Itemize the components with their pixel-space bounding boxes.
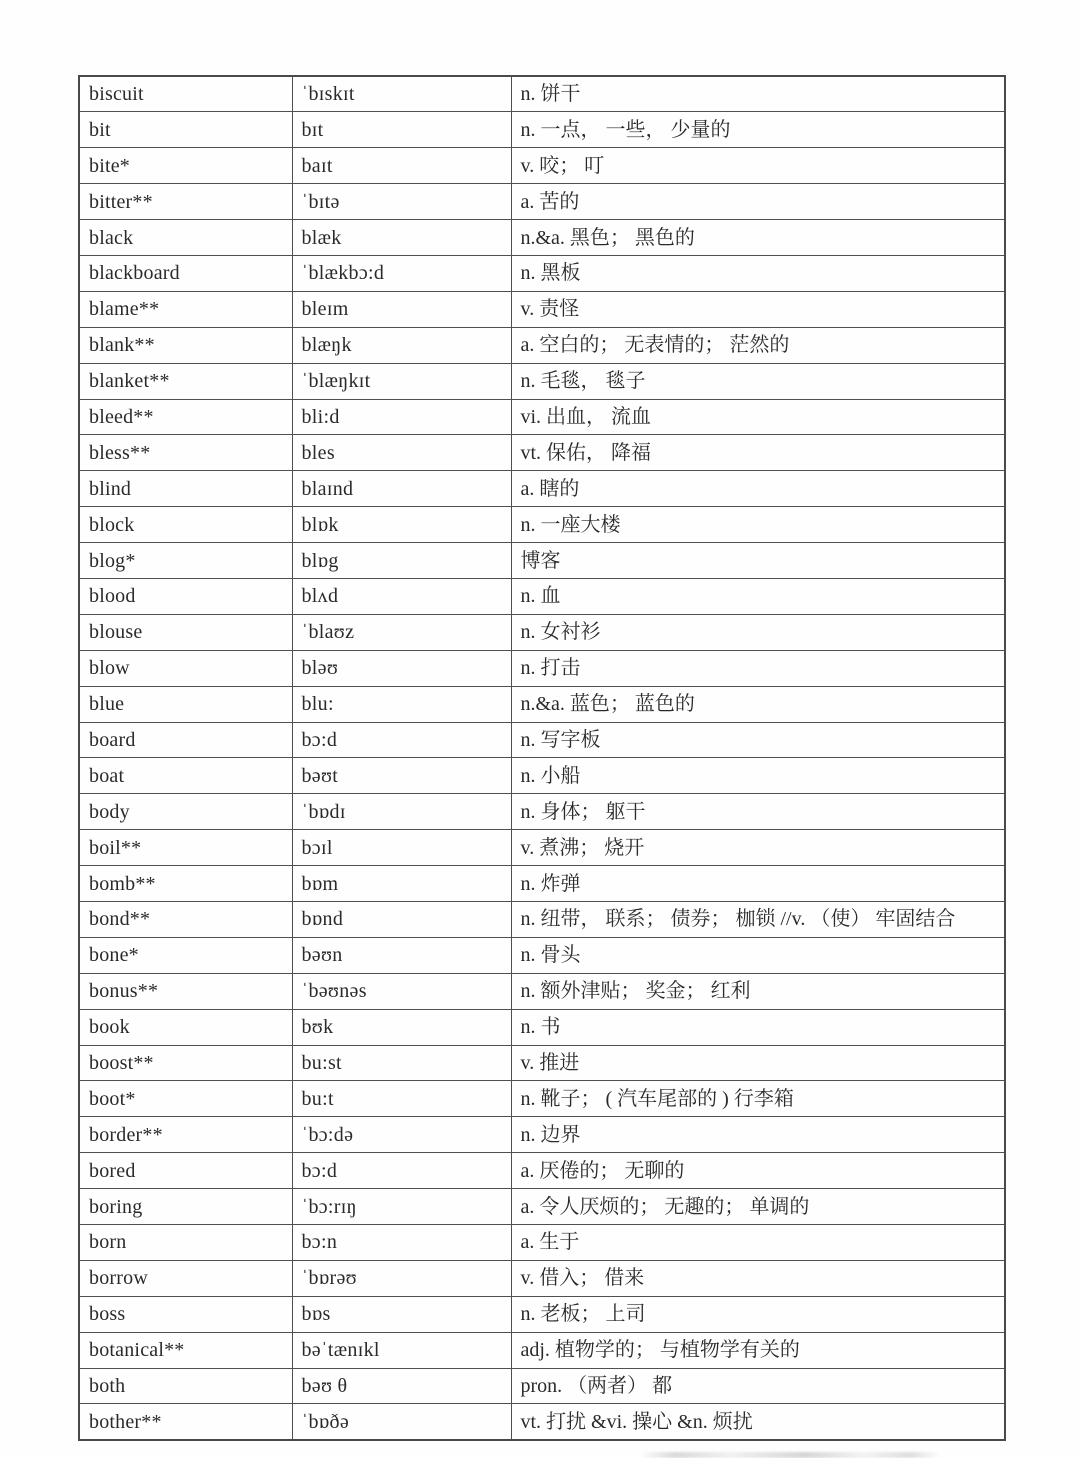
word-cell: bored	[79, 1153, 292, 1189]
word-cell: botanical**	[79, 1332, 292, 1368]
phonetic-cell: bleɪm	[292, 291, 511, 327]
table-row	[79, 1189, 1005, 1225]
table-row	[79, 1081, 1005, 1117]
table-row	[79, 112, 1005, 148]
meaning-cell: n. 身体； 躯干	[511, 794, 1005, 830]
meaning-cell: v. 借入； 借来	[511, 1260, 1005, 1296]
table-row	[79, 1368, 1005, 1404]
word-cell: blanket**	[79, 363, 292, 399]
word-cell: biscuit	[79, 76, 292, 112]
word-cell: bonus**	[79, 973, 292, 1009]
table-row	[79, 327, 1005, 363]
phonetic-cell: ˈbɪskɪt	[292, 76, 511, 112]
phonetic-cell: bəʊn	[292, 937, 511, 973]
word-cell: boil**	[79, 830, 292, 866]
phonetic-cell: bəˈtænɪkl	[292, 1332, 511, 1368]
meaning-cell: n. 纽带， 联系； 债券； 枷锁 //v. （使） 牢固结合	[511, 901, 1005, 937]
table-row	[79, 184, 1005, 220]
phonetic-cell: bɒm	[292, 866, 511, 902]
meaning-cell: n. 打击	[511, 650, 1005, 686]
word-cell: boring	[79, 1189, 292, 1225]
table-row	[79, 1296, 1005, 1332]
table-row	[79, 1260, 1005, 1296]
meaning-cell: n. 小船	[511, 758, 1005, 794]
meaning-cell: n. 骨头	[511, 937, 1005, 973]
meaning-cell: a. 生于	[511, 1225, 1005, 1261]
word-cell: blind	[79, 471, 292, 507]
meaning-cell: n. 血	[511, 578, 1005, 614]
table-row	[79, 76, 1005, 112]
meaning-cell: adj. 植物学的； 与植物学有关的	[511, 1332, 1005, 1368]
phonetic-cell: bu:t	[292, 1081, 511, 1117]
meaning-cell: 博客	[511, 543, 1005, 579]
table-row	[79, 830, 1005, 866]
table-row	[79, 507, 1005, 543]
table-row	[79, 758, 1005, 794]
phonetic-cell: blɒg	[292, 543, 511, 579]
table-row	[79, 1332, 1005, 1368]
word-cell: borrow	[79, 1260, 292, 1296]
table-row	[79, 1225, 1005, 1261]
word-cell: book	[79, 1009, 292, 1045]
word-cell: blood	[79, 578, 292, 614]
meaning-cell: vt. 打扰 &vi. 操心 &n. 烦扰	[511, 1404, 1005, 1440]
meaning-cell: n. 书	[511, 1009, 1005, 1045]
meaning-cell: n. 额外津贴； 奖金； 红利	[511, 973, 1005, 1009]
phonetic-cell: ˈbɔ:rɪŋ	[292, 1189, 511, 1225]
phonetic-cell: bu:st	[292, 1045, 511, 1081]
word-cell: bleed**	[79, 399, 292, 435]
phonetic-cell: ˈbɒdɪ	[292, 794, 511, 830]
word-cell: boat	[79, 758, 292, 794]
word-cell: boost**	[79, 1045, 292, 1081]
phonetic-cell: ˈbɪtə	[292, 184, 511, 220]
table-row	[79, 973, 1005, 1009]
phonetic-cell: ˈbɒðə	[292, 1404, 511, 1440]
phonetic-cell: ˈblækbɔ:d	[292, 255, 511, 291]
meaning-cell: n. 一座大楼	[511, 507, 1005, 543]
word-cell: body	[79, 794, 292, 830]
word-cell: boot*	[79, 1081, 292, 1117]
word-cell: blouse	[79, 614, 292, 650]
meaning-cell: vi. 出血， 流血	[511, 399, 1005, 435]
meaning-cell: v. 咬； 叮	[511, 148, 1005, 184]
word-cell: board	[79, 722, 292, 758]
word-cell: blow	[79, 650, 292, 686]
meaning-cell: n. 炸弹	[511, 866, 1005, 902]
meaning-cell: n. 饼干	[511, 76, 1005, 112]
phonetic-cell: baɪt	[292, 148, 511, 184]
table-row	[79, 291, 1005, 327]
meaning-cell: n. 黑板	[511, 255, 1005, 291]
phonetic-cell: blʌd	[292, 578, 511, 614]
phonetic-cell: ˈbəʊnəs	[292, 973, 511, 1009]
meaning-cell: a. 瞎的	[511, 471, 1005, 507]
word-cell: bless**	[79, 435, 292, 471]
table-row	[79, 1117, 1005, 1153]
phonetic-cell: bləʊ	[292, 650, 511, 686]
word-cell: bitter**	[79, 184, 292, 220]
word-cell: both	[79, 1368, 292, 1404]
phonetic-cell: bɪt	[292, 112, 511, 148]
phonetic-cell: blaɪnd	[292, 471, 511, 507]
phonetic-cell: ˈblæŋkɪt	[292, 363, 511, 399]
table-row	[79, 1009, 1005, 1045]
meaning-cell: n. 边界	[511, 1117, 1005, 1153]
phonetic-cell: bli:d	[292, 399, 511, 435]
phonetic-cell: bɔɪl	[292, 830, 511, 866]
word-cell: blank**	[79, 327, 292, 363]
vocab-table-body	[79, 76, 1005, 1440]
table-row	[79, 614, 1005, 650]
table-row	[79, 686, 1005, 722]
word-cell: born	[79, 1225, 292, 1261]
table-row	[79, 1045, 1005, 1081]
meaning-cell: v. 推进	[511, 1045, 1005, 1081]
phonetic-cell: bɔ:d	[292, 1153, 511, 1189]
vocab-table	[78, 75, 1006, 1441]
word-cell: boss	[79, 1296, 292, 1332]
word-cell: blackboard	[79, 255, 292, 291]
page-bottom-artifact	[640, 1452, 940, 1458]
table-row	[79, 471, 1005, 507]
phonetic-cell: bles	[292, 435, 511, 471]
word-cell: bone*	[79, 937, 292, 973]
word-cell: black	[79, 220, 292, 256]
table-row	[79, 399, 1005, 435]
phonetic-cell: bʊk	[292, 1009, 511, 1045]
table-row	[79, 937, 1005, 973]
phonetic-cell: ˈblaʊz	[292, 614, 511, 650]
table-row	[79, 866, 1005, 902]
word-cell: bomb**	[79, 866, 292, 902]
table-row	[79, 148, 1005, 184]
word-cell: blue	[79, 686, 292, 722]
meaning-cell: n.&a. 黑色； 黑色的	[511, 220, 1005, 256]
meaning-cell: n. 毛毯， 毯子	[511, 363, 1005, 399]
phonetic-cell: blu:	[292, 686, 511, 722]
table-row	[79, 220, 1005, 256]
meaning-cell: a. 令人厌烦的； 无趣的； 单调的	[511, 1189, 1005, 1225]
meaning-cell: n. 写字板	[511, 722, 1005, 758]
table-row	[79, 650, 1005, 686]
word-cell: bother**	[79, 1404, 292, 1440]
meaning-cell: a. 空白的； 无表情的； 茫然的	[511, 327, 1005, 363]
table-row	[79, 363, 1005, 399]
word-cell: blog*	[79, 543, 292, 579]
word-cell: blame**	[79, 291, 292, 327]
phonetic-cell: blɒk	[292, 507, 511, 543]
table-row	[79, 435, 1005, 471]
table-row	[79, 794, 1005, 830]
phonetic-cell: bɒs	[292, 1296, 511, 1332]
word-cell: block	[79, 507, 292, 543]
meaning-cell: a. 苦的	[511, 184, 1005, 220]
meaning-cell: v. 责怪	[511, 291, 1005, 327]
meaning-cell: pron. （两者） 都	[511, 1368, 1005, 1404]
table-row	[79, 1153, 1005, 1189]
phonetic-cell: ˈbɒrəʊ	[292, 1260, 511, 1296]
table-row	[79, 901, 1005, 937]
phonetic-cell: bəʊ θ	[292, 1368, 511, 1404]
phonetic-cell: bɔ:d	[292, 722, 511, 758]
meaning-cell: a. 厌倦的； 无聊的	[511, 1153, 1005, 1189]
phonetic-cell: bɔ:n	[292, 1225, 511, 1261]
meaning-cell: n. 靴子； ( 汽车尾部的 ) 行李箱	[511, 1081, 1005, 1117]
table-row	[79, 255, 1005, 291]
word-cell: bite*	[79, 148, 292, 184]
meaning-cell: vt. 保佑， 降福	[511, 435, 1005, 471]
meaning-cell: n. 女衬衫	[511, 614, 1005, 650]
meaning-cell: n.&a. 蓝色； 蓝色的	[511, 686, 1005, 722]
table-row	[79, 578, 1005, 614]
table-row	[79, 1404, 1005, 1440]
phonetic-cell: ˈbɔ:də	[292, 1117, 511, 1153]
phonetic-cell: blæŋk	[292, 327, 511, 363]
meaning-cell: n. 老板； 上司	[511, 1296, 1005, 1332]
word-cell: bond**	[79, 901, 292, 937]
table-row	[79, 722, 1005, 758]
table-row	[79, 543, 1005, 579]
meaning-cell: n. 一点， 一些， 少量的	[511, 112, 1005, 148]
phonetic-cell: bɒnd	[292, 901, 511, 937]
word-cell: border**	[79, 1117, 292, 1153]
phonetic-cell: blæk	[292, 220, 511, 256]
meaning-cell: v. 煮沸； 烧开	[511, 830, 1005, 866]
phonetic-cell: bəʊt	[292, 758, 511, 794]
word-cell: bit	[79, 112, 292, 148]
